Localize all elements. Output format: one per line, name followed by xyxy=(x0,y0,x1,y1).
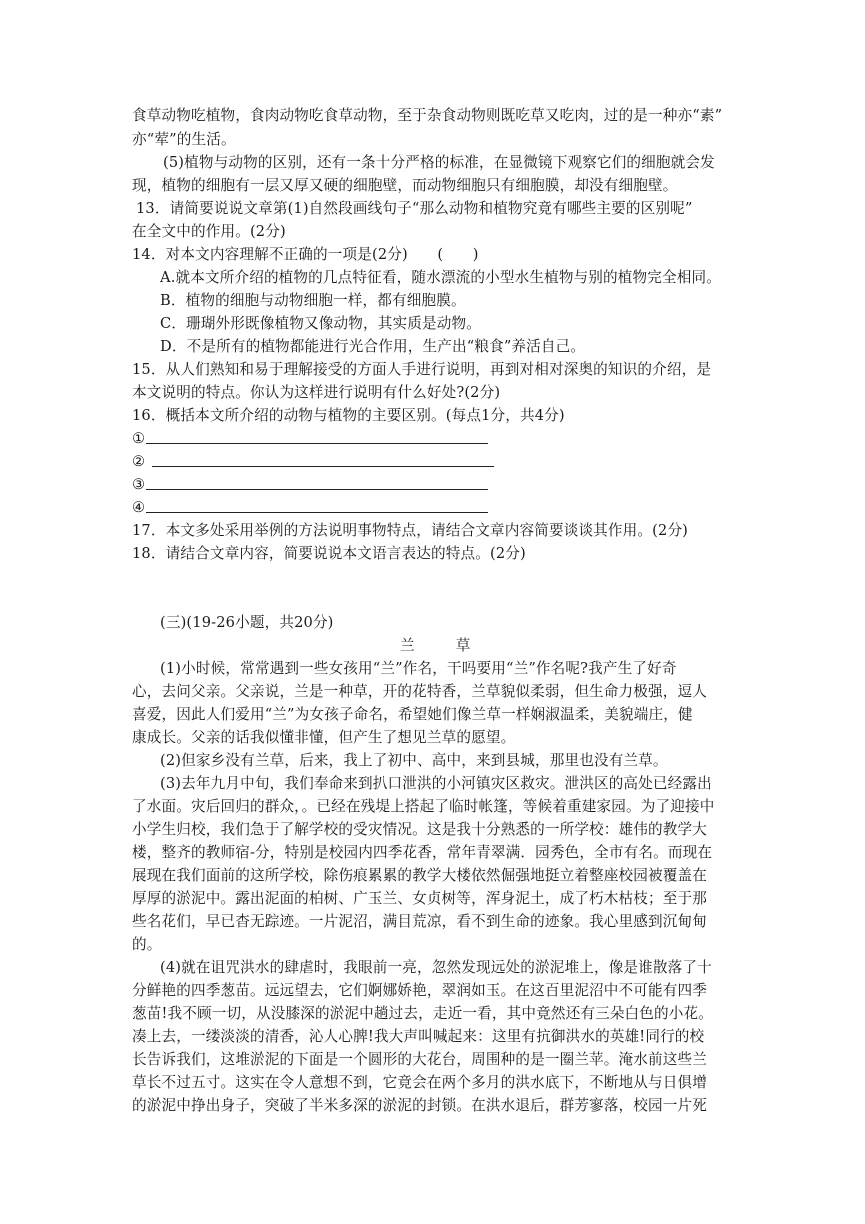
text-line: 亦“荤”的生活。 xyxy=(132,131,236,148)
answer-marker-2: ② xyxy=(132,453,146,470)
text-line: 分鲜艳的四季葱苗。远远望去，它们婀娜娇艳，翠润如玉。在这百里泥沼中不可能有四季 xyxy=(132,982,708,999)
text-line: 在全文中的作用。(2分) xyxy=(132,223,286,240)
text-line: 的淤泥中挣出身子，突破了半米多深的淤泥的封锁。在洪水退后，群芳寥落，校园一片死 xyxy=(132,1097,708,1114)
paragraph-line: (2)但家乡没有兰草，后来，我上了初中、高中，来到县城，那里也没有兰草。 xyxy=(160,752,668,769)
question-15: 15．从人们熟知和易于理解接受的方面人手进行说明，再到对相对深奥的知识的介绍，是 xyxy=(132,361,712,378)
text-line: 了水面。灾后回归的群众，。已经在残堤上搭起了临时帐篷，等候着重建家园。为了迎接中 xyxy=(132,798,715,815)
option-b: B．植物的细胞与动物细胞一样，都有细胞膜。 xyxy=(160,292,466,309)
question-17: 17．本文多处采用举例的方法说明事物特点，请结合文章内容简要谈谈其作用。(2分) xyxy=(132,522,689,539)
text-line: 喜爱，因此人们爱用“兰”为女孩子命名，希望她们像兰草一样娴淑温柔，美貌端庄，健 xyxy=(132,706,693,723)
text-line: 心，去问父亲。父亲说，兰是一种草，开的花特香，兰草貌似柔弱，但生命力极强，逗人 xyxy=(132,683,708,700)
option-a: A.就本文所介绍的植物的几点特征看，随水漂流的小型水生植物与别的植物完全相同。 xyxy=(160,269,721,286)
passage-title: 兰 草 xyxy=(400,637,475,654)
question-18: 18．请结合文章内容，简要说说本文语言表达的特点。(2分) xyxy=(132,545,526,562)
paragraph-line: (5)植物与动物的区别，还有一条十分严格的标准，在显微镜下观察它们的细胞就会发 xyxy=(163,154,715,171)
text-line: 小学生归校，我们急于了解学校的受灾情况。这是我十分熟悉的一所学校：雄伟的教学大 xyxy=(132,821,708,838)
text-line: 楼，整齐的教师宿-分，特别是校园内四季花香，常年青翠满．园秀色，全市有名。而现在 xyxy=(132,844,713,861)
answer-marker-4: ④ xyxy=(132,499,146,516)
text-line: 长告诉我们，这堆淤泥的下面是一个圆形的大花台，周围种的是一圈兰苹。淹水前这些兰 xyxy=(132,1051,708,1068)
text-line: 草长不过五寸。这实在令人意想不到，它竟会在两个多月的洪水底下，不断地从与日俱增 xyxy=(132,1074,708,1091)
paragraph-line: (1)小时候，常常遇到一些女孩用“兰”作名，干吗要用“兰”作名呢?我产生了好奇 xyxy=(160,660,677,677)
paragraph-line: (3)去年九月中旬，我们奉命来到扒口泄洪的小河镇灾区救灾。泄洪区的高处已经露出 xyxy=(160,775,712,792)
answer-marker-1: ① xyxy=(132,430,146,447)
text-line: 本文说明的特点。你认为这样进行说明有什么好处?(2分) xyxy=(132,384,501,401)
paragraph-line: (4)就在诅咒洪水的肆虐时，我眼前一亮，忽然发现远处的淤泥堆上，像是谁散落了十 xyxy=(160,959,712,976)
option-c: C．珊瑚外形既像植物又像动物，其实质是动物。 xyxy=(160,315,481,332)
text-line: 食草动物吃植物，食肉动物吃食草动物，至于杂食动物则既吃草又吃肉，过的是一种亦“素” xyxy=(132,107,723,124)
question-13: 13．请简要说说文章第(1)自然段画线句子“那么动物和植物究竟有哪些主要的区别呢” xyxy=(136,200,693,217)
question-14: 14．对本文内容理解不正确的一项是(2分) ( ) xyxy=(132,246,479,263)
answer-marker-3: ③ xyxy=(132,476,146,493)
answer-blank-1[interactable] xyxy=(146,443,488,444)
answer-blank-4[interactable] xyxy=(146,512,488,513)
question-16: 16．概括本文所介绍的动物与植物的主要区别。(每点1分，共4分) xyxy=(132,407,565,424)
text-line: 现，植物的细胞有一层又厚又硬的细胞壁，而动物细胞只有细胞膜，却没有细胞壁。 xyxy=(132,177,678,194)
text-line: 葱苗!我不顾一切，从没膝深的淤泥中趟过去，走近一看，其中竟然还有三朵白色的小花。 xyxy=(132,1005,714,1022)
text-line: 展现在我们面前的这所学校，除伤痕累累的教学大楼依然倔强地挺立着整座校园被覆盖在 xyxy=(132,867,708,884)
text-line: 厚厚的淤泥中。露出泥面的柏树、广玉兰、女贞树等，浑身泥土，成了朽木枯枝；至于那 xyxy=(132,890,708,907)
text-line: 凑上去，一缕淡淡的清香，沁人心脾!我大声叫喊起来：这里有抗御洪水的英雄!同行的校 xyxy=(132,1028,705,1045)
text-line: 的。 xyxy=(132,936,162,953)
section-header: (三)(19-26小题，共20分) xyxy=(160,614,334,631)
answer-blank-3[interactable] xyxy=(146,489,488,490)
text-line: 康成长。父亲的话我似懂非懂，但产生了想见兰草的愿望。 xyxy=(132,729,516,746)
option-d: D．不是所有的植物都能进行光合作用，生产出“粮食”养活自己。 xyxy=(160,338,586,355)
text-line: 些名花们，早已杳无踪迹。一片泥沼，满目荒凉，看不到生命的迹象。我心里感到沉甸甸 xyxy=(132,913,708,930)
answer-blank-2[interactable] xyxy=(152,466,494,467)
